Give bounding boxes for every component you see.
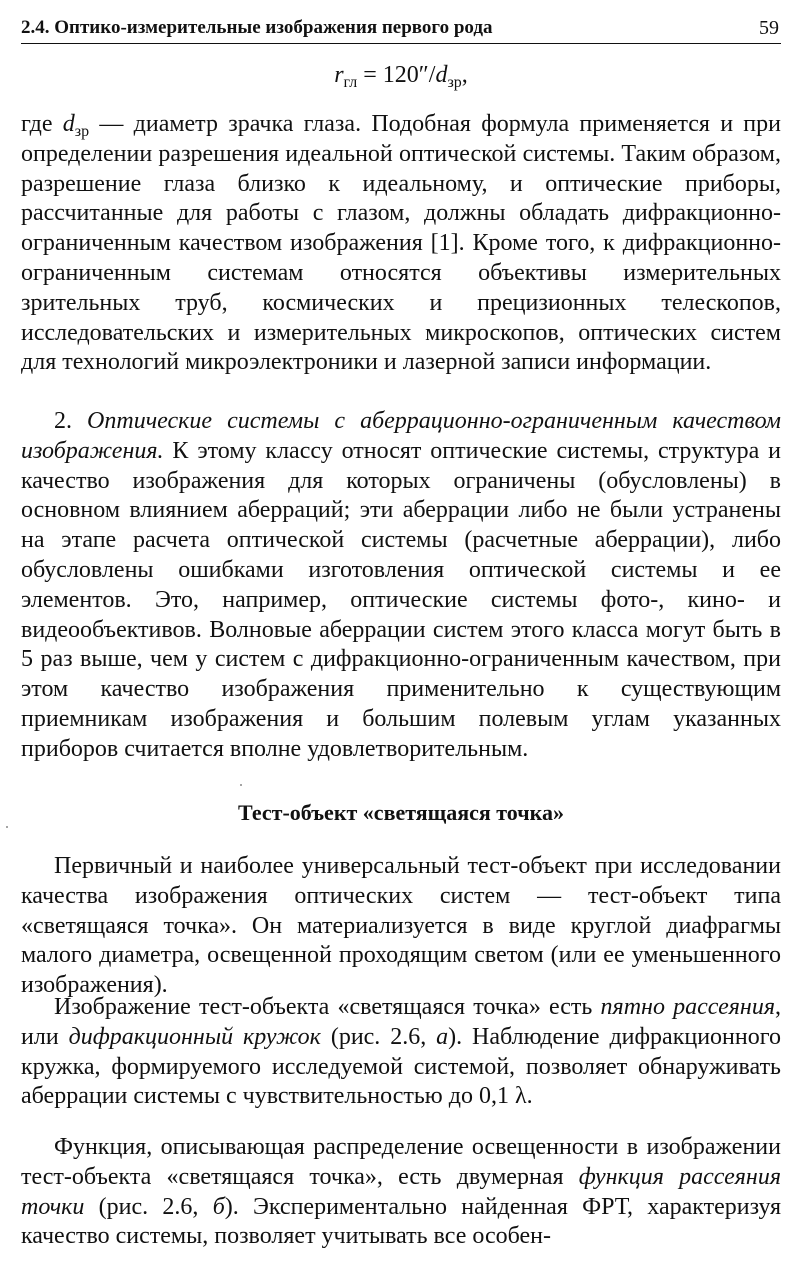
header-title: 2.4. Оптико-измерительные изображения первого рода: [21, 17, 493, 38]
paragraph-3: [21, 852, 781, 1001]
paragraph-1: [21, 110, 781, 378]
p2-rest: К этому классу относят оптические системы, структура и качество изображения для которых ограничены (обусловлены) в основном влиянием аберраций; эти аберрации либо не были устранены на этапе расчета оптической системы (расчетные аберрации), либо обусловлены ошибками изготовления оптической системы и ее элементов. Это, например, оптические системы фото-, кино- и видеообъективов. Волновые аберрации систем этого класса могут быть в 5 раз выше, чем у систем с дифракционно-ограниченным качеством, при этом качество изображения применительно к существующим приемникам изображения и большим полевым углам указанных приборов считается вполне удовлетворительным.: [21, 437, 781, 762]
section-heading: Тест-объект «светящаяся точка»: [238, 800, 564, 825]
formula-lhs-sub: гл: [343, 74, 358, 91]
p4-b: , или: [21, 994, 781, 1050]
p4-c: (рис. 2.6,: [320, 1023, 437, 1050]
formula-resolution: [21, 62, 781, 92]
p2-number: 2.: [54, 408, 88, 434]
p1-rest: — диаметр зрачка глаза. Подобная формула применяется и при определении разрешения идеальной оптической системы. Таким образом, разрешение глаза близко к идеальному, и оптические приборы, рассчитанные для работы с глазом, должны обладать дифракционно-ограниченным качеством изображения [1]. Кроме того, к дифракционно-ограниченным системам относятся объективы измерительных зрительных труб, космических и прецизионных телескопов, исследовательских и измерительных микроскопов, оптических систем для технологий микроэлектроники и лазерной записи информации.: [21, 111, 781, 376]
p3-text: Первичный и наиболее универсальный тест-объект при исследовании качества изображения оптических систем — тест-объект типа «светящаяся точка». Он материализуется в виде круглой диафрагмы малого диаметра, освещенной проходящим светом (или ее уменьшенного изображения).: [21, 853, 781, 999]
formula-lhs-var: r: [334, 62, 344, 88]
p5-a: Функция, описывающая распределение освещенности в изображении тест-объекта «светящаяся точка», есть двумерная: [21, 1134, 781, 1190]
paragraph-2: [21, 407, 781, 765]
scan-speck: [6, 826, 8, 828]
running-header: [21, 13, 781, 44]
p5-fig-b: б: [212, 1193, 225, 1220]
p1-var: d: [62, 111, 75, 137]
scan-speck: [240, 784, 242, 786]
formula-rhs: = 120″/: [357, 62, 436, 88]
paragraph-4: [21, 993, 781, 1112]
formula-tail: ,: [461, 62, 468, 88]
p4-a: Изображение тест-объекта «светящаяся точка» есть: [54, 994, 601, 1020]
p4-term-ring: дифракционный кружок: [68, 1023, 321, 1050]
p4-term-spot: пятно рассеяния: [600, 994, 775, 1020]
formula-rhs-var: d: [435, 62, 448, 88]
paragraph-5: [21, 1133, 781, 1252]
p5-term-psf: функция рассеяния точки: [21, 1163, 781, 1220]
p5-c: ). Экспериментально найденная ФРТ, характеризуя качество системы, позволяет учитывать все особен-: [21, 1193, 781, 1250]
page-number: 59: [759, 17, 779, 39]
p1-start: где: [21, 111, 63, 137]
p1-sub: зр: [74, 123, 90, 140]
p5-b: (рис. 2.6,: [84, 1193, 213, 1220]
p4-fig-a: а: [436, 1023, 449, 1050]
p4-d: ). Наблюдение дифракционного кружка, формируемого исследуемой системой, позволяет обнаруживать аберрации системы с чувствительностью до 0,1 λ.: [21, 1023, 781, 1110]
p2-italic-term: Оптические системы с аберрационно-ограниченным качеством изображения.: [21, 408, 781, 464]
formula-rhs-sub: зр: [447, 74, 462, 91]
